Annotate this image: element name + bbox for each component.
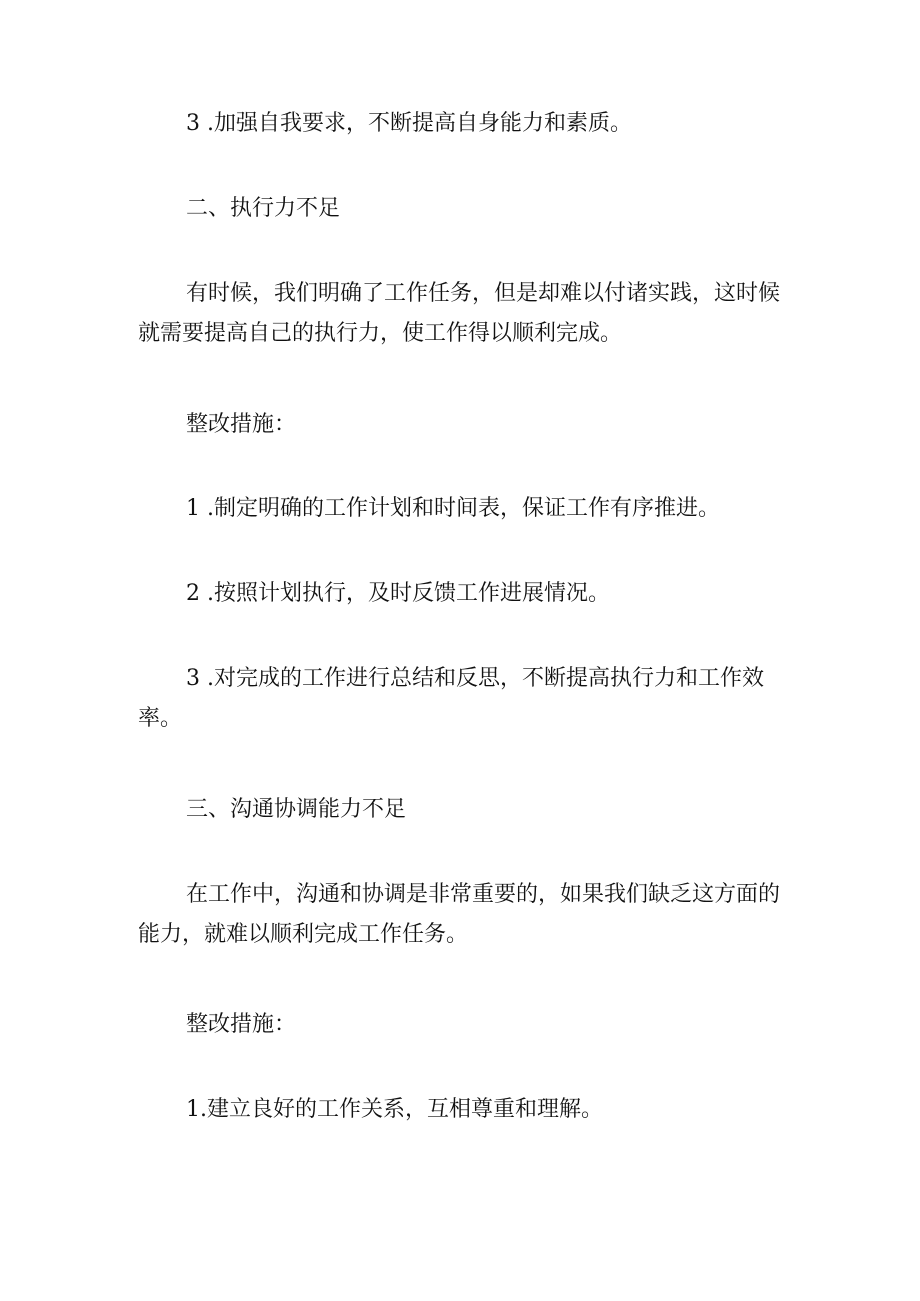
paragraph-execution-description: 有时候，我们明确了工作任务，但是却难以付诸实践，这时候就需要提高自己的执行力，使工作得以顺利完成。	[138, 281, 781, 346]
list-item-summarize-reflect: 3 .对完成的工作进行总结和反思，不断提高执行力和工作效率。	[138, 666, 764, 731]
subheading-rectification-measures-2: 整改措施：	[186, 1012, 297, 1037]
list-item-make-plan: 1 .制定明确的工作计划和时间表，保证工作有序推进。	[186, 496, 720, 521]
paragraph-communication-description: 在工作中，沟通和协调是非常重要的，如果我们缺乏这方面的能力，就难以顺利完成工作任务。	[138, 882, 781, 947]
list-item-build-relationships: 1.建立良好的工作关系，互相尊重和理解。	[186, 1097, 603, 1122]
subheading-rectification-measures-1: 整改措施：	[186, 412, 297, 437]
section-heading-communication: 三、沟通协调能力不足	[186, 797, 407, 822]
list-item-strengthen-self-requirements: 3 .加强自我要求，不断提高自身能力和素质。	[186, 111, 632, 136]
list-item-follow-plan: 2 .按照计划执行，及时反馈工作进展情况。	[186, 581, 610, 606]
section-heading-execution: 二、执行力不足	[186, 196, 341, 221]
